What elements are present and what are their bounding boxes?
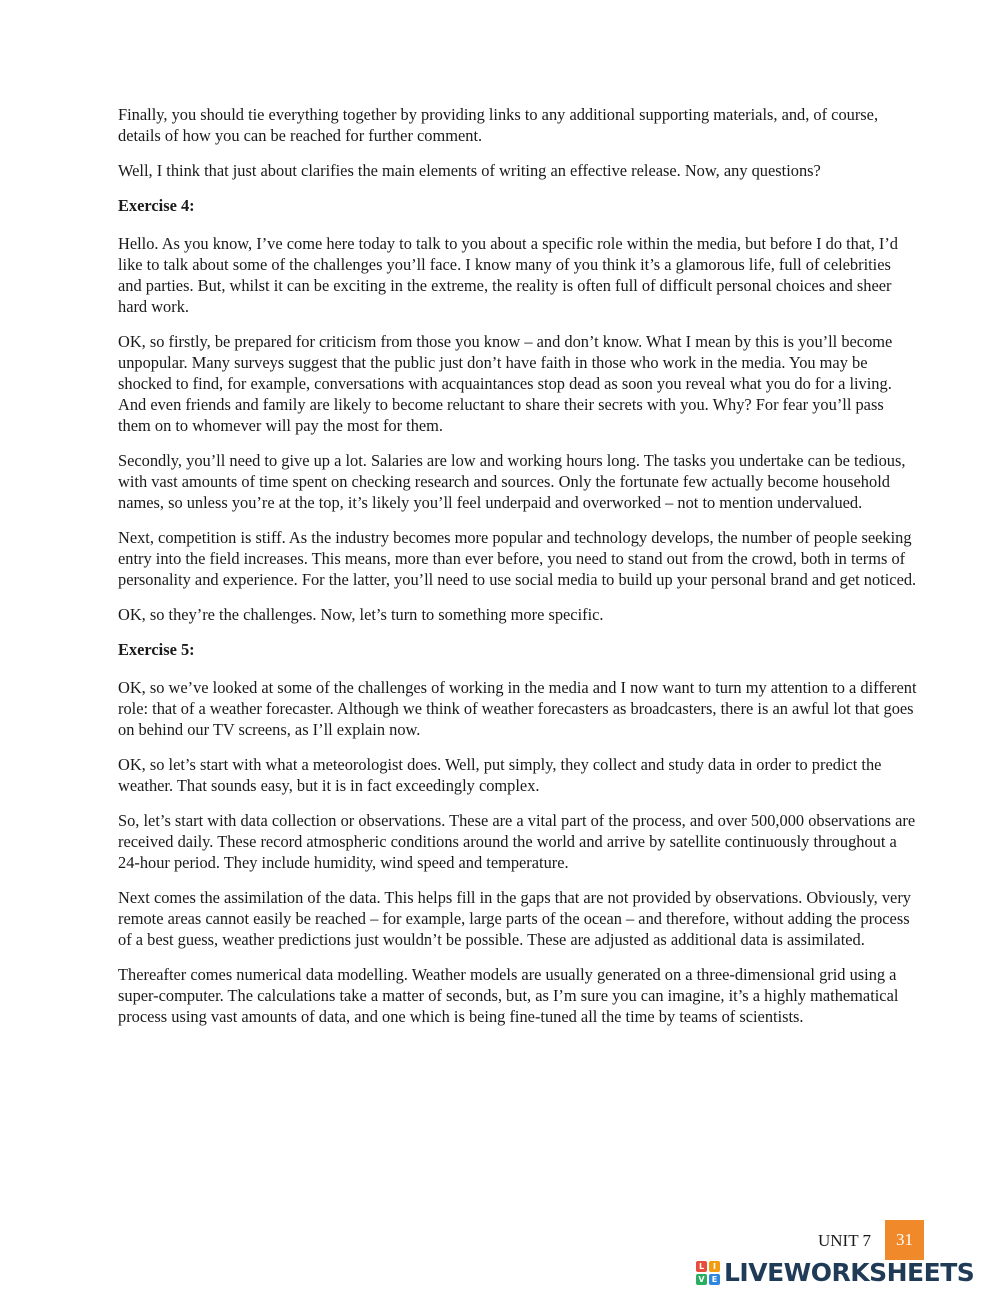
unit-label: UNIT 7 <box>818 1231 872 1250</box>
paragraph: OK, so firstly, be prepared for criticism from those you know – and don’t know. What I mean by this is you’ll become unpopular. Many surveys suggest that the public just don’t have faith in those who work in the media. You may be shocked to find, for example, conversations with acquaintances stop dead as soon you reveal what you do for a living. And even friends and family are likely to become reluctant to share their secrets with you. Why? For fear you’ll pass them on to whomever will pay the most for them. <box>118 332 893 435</box>
paragraph: Secondly, you’ll need to give up a lot. Salaries are low and working hours long. The tasks you undertake can be tedious, with vast amounts of time spent on checking research and sources. Only the fortunate few actually become household names, so unless you’re at the top, it’s likely you’ll feel underpaid and overworked – not to mention undervalued. <box>118 451 906 512</box>
logo-blocks-icon <box>696 1261 720 1285</box>
paragraph: Finally, you should tie everything together by providing links to any additional supporting materials, and, of course, details of how you can be reached for further comment. <box>118 105 879 145</box>
logo-block: V <box>696 1274 707 1285</box>
paragraph: Next, competition is stiff. As the industry becomes more popular and technology develops, the number of people seeking entry into the field increases. This means, more than ever before, you need to stand out from the crowd, both in terms of personality and experience. For the latter, you’ll need to use social media to build up your personal brand and get noticed. <box>118 528 917 589</box>
exercise-4-heading: Exercise 4: <box>118 196 195 215</box>
paragraph: Thereafter comes numerical data modelling. Weather models are usually generated on a three-dimensional grid using a super-computer. The calculations take a matter of seconds, but, as I’m sure you can imagine, it’s a highly mathematical process using vast amounts of data, and one which is being fine-tuned all the time by teams of scientists. <box>118 965 899 1026</box>
exercise-5-heading: Exercise 5: <box>118 640 195 659</box>
paragraph: OK, so let’s start with what a meteorologist does. Well, put simply, they collect and study data in order to predict the weather. That sounds easy, but it is in fact exceedingly complex. <box>118 755 882 795</box>
paragraph: OK, so they’re the challenges. Now, let’s turn to something more specific. <box>118 605 604 624</box>
logo-block: L <box>696 1261 707 1272</box>
paragraph: Next comes the assimilation of the data. This helps fill in the gaps that are not provided by observations. Obviously, very remote areas cannot easily be reached – for example, large parts of the ocean – and therefore, without adding the process of a best guess, weather predictions just wouldn’t be possible. These are adjusted as additional data is assimilated. <box>118 888 911 949</box>
logo-text: LIVEWORKSHEETS <box>724 1258 975 1287</box>
paragraph: Well, I think that just about clarifies the main elements of writing an effective release. Now, any questions? <box>118 161 821 180</box>
logo-block: E <box>709 1274 720 1285</box>
logo-block: I <box>709 1261 720 1272</box>
document-body <box>118 104 918 1041</box>
page-number-badge: 31 <box>885 1220 924 1260</box>
paragraph: OK, so we’ve looked at some of the challenges of working in the media and I now want to turn my attention to a different role: that of a weather forecaster. Although we think of weather forecasters as broadcasters, there is an awful lot that goes on behind our TV screens, as I’ll explain now. <box>118 678 917 739</box>
liveworksheets-logo[interactable] <box>696 1259 992 1287</box>
paragraph: So, let’s start with data collection or observations. These are a vital part of the process, and over 500,000 observations are received daily. These record atmospheric conditions around the world and arrive by satellite continuously throughout a 24-hour period. They include humidity, wind speed and temperature. <box>118 811 916 872</box>
paragraph: Hello. As you know, I’ve come here today to talk to you about a specific role within the media, but before I do that, I’d like to talk about some of the challenges you’ll face. I know many of you think it’s a glamorous life, full of celebrities and parties. But, whilst it can be exciting in the extreme, the reality is often full of difficult personal choices and sheer hard work. <box>118 234 899 316</box>
